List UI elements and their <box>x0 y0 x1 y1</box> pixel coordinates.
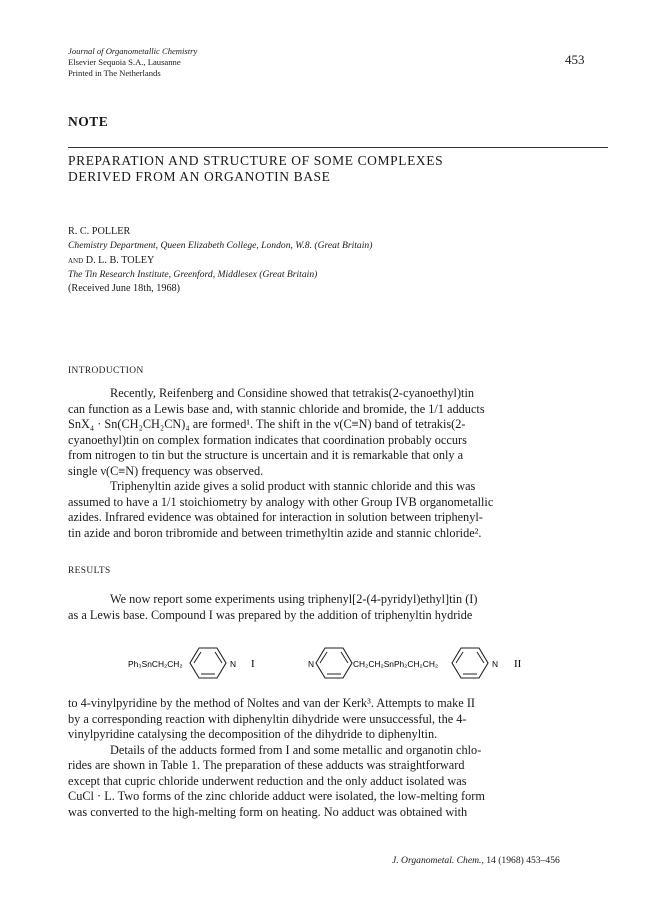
author-line-2 <box>68 254 372 268</box>
text-line: CuCl · L. Two forms of the zinc chloride adduct were isolated, the low-melting form <box>68 789 485 803</box>
volume-pages: 14 (1968) 453–456 <box>486 855 560 866</box>
page-number: 453 <box>565 52 585 67</box>
text-line: cyanoethyl)tin on complex formation indicates that coordination probably occurs <box>68 432 467 447</box>
text-line: assumed to have a 1/1 stoichiometry by analogy with other Group IVB organometallic <box>68 494 494 509</box>
text-line: Details of the adducts formed from I and some metallic and organotin chlo- <box>110 742 482 757</box>
title-rule <box>68 147 608 148</box>
text-line: rides are shown in Table 1. The preparation of these adducts was straightforward <box>68 758 465 772</box>
text-line: was converted to the high-melting form on heating. No adduct was obtained with <box>68 804 468 819</box>
introduction-text <box>68 386 610 541</box>
received-date: (Received June 18th, 1968) <box>68 283 181 295</box>
article-title <box>68 153 443 185</box>
compound-1-structure <box>128 648 255 678</box>
compound-1-label: I <box>251 658 255 670</box>
text-line: by a corresponding reaction with diphenyltin dihydride were unsuccessful, the 4- <box>68 711 467 726</box>
ring-nitrogen: N <box>230 659 237 669</box>
ring-nitrogen: N <box>492 659 499 669</box>
text-line: except that cupric chloride underwent reduction and the only adduct isolated was <box>68 773 467 788</box>
text-line: We now report some experiments using triphenyl[2-(4-pyridyl)ethyl]tin (I) <box>110 592 478 606</box>
chemical-structures <box>68 640 610 686</box>
text-line: vinylpyridine catalysing the decomposition of the dihydride to diphenyltin. <box>68 727 438 741</box>
text-line: tin azide and boron tribromide and between trimethyltin azide and stannic chloride². <box>68 525 482 540</box>
results-text-b <box>68 696 610 820</box>
author-affiliation: The Tin Research Institute, Greenford, Middlesex (Great Britain) <box>68 268 318 280</box>
footer-citation <box>392 855 560 866</box>
title-line: DERIVED FROM AN ORGANOTIN BASE <box>68 169 331 184</box>
text-line: to 4-vinylpyridine by the method of Noltes and van der Kerk³. Attempts to make II <box>68 696 476 710</box>
title-line: PREPARATION AND STRUCTURE OF SOME COMPLEXES <box>68 153 444 168</box>
compound-2-structure <box>308 648 522 678</box>
author-affiliation: Chemistry Department, Queen Elizabeth College, London, W.8. (Great Britain) <box>68 240 373 252</box>
text-line: azides. Infrared evidence was obtained for interaction in solution between triphenyl- <box>68 510 483 524</box>
compound-2-label: II <box>514 658 522 670</box>
compound-1-formula: Ph₃SnCH₂CH₂ <box>128 659 183 669</box>
text-line: Triphenyltin azide gives a solid product with stannic chloride and this was <box>110 479 476 493</box>
text-line: from nitrogen to tin but the structure is uncertain and it is remarkable that only a <box>68 448 464 462</box>
journal-abbrev: J. Organometal. Chem., <box>392 855 484 866</box>
text-line: as a Lewis base. Compound I was prepared by the addition of triphenyltin hydride <box>68 607 473 622</box>
author-name: R. C. POLLER <box>68 226 131 237</box>
text-line: can function as a Lewis base and, with stannic chloride and bromide, the 1/1 adducts <box>68 401 485 416</box>
author-block <box>68 225 372 296</box>
ring-nitrogen: N <box>308 659 315 669</box>
compound-2-formula: CH₂CH₂SnPh₂CH₂CH₂ <box>353 659 439 669</box>
journal-name: Journal of Organometallic Chemistry <box>68 46 198 56</box>
text-line: Recently, Reifenberg and Considine showed that tetrakis(2-cyanoethyl)tin <box>110 386 475 400</box>
printed-line: Printed in The Netherlands <box>68 68 161 78</box>
results-text-a <box>68 592 610 623</box>
text-line: single ν(C≡N) frequency was observed. <box>68 463 264 478</box>
results-heading: RESULTS <box>68 566 111 576</box>
note-heading: NOTE <box>68 114 109 129</box>
author-name: D. L. B. TOLEY <box>85 254 155 266</box>
introduction-heading: INTRODUCTION <box>68 366 144 376</box>
text-line: SnX₄ · Sn(CH₂CH₂CN)₄ are formed¹. The shift in the ν(C≡N) band of tetrakis(2- <box>68 417 466 431</box>
and-word: and <box>68 254 84 266</box>
publisher-line: Elsevier Sequoia S.A., Lausanne <box>68 57 181 67</box>
journal-info <box>68 46 197 79</box>
